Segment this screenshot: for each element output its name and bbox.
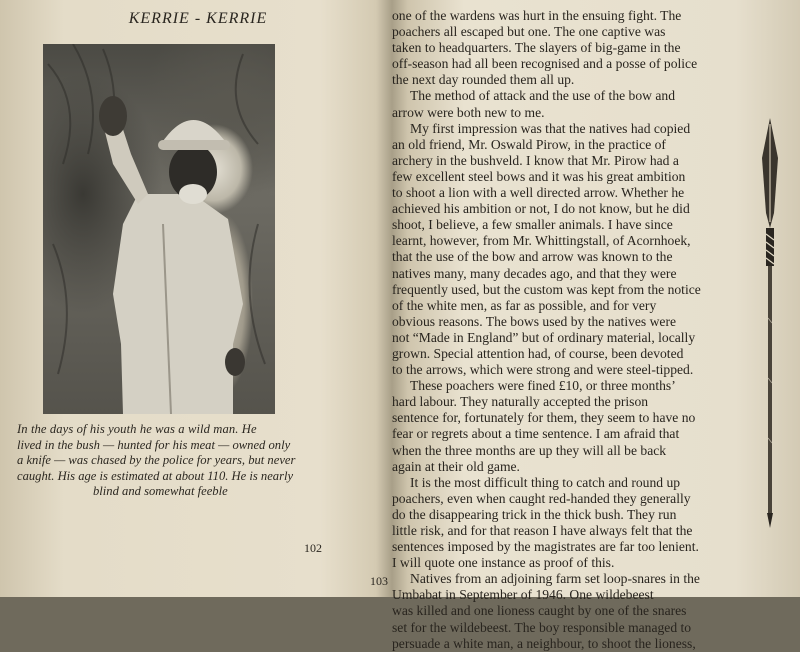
body-line: fear or regrets about a time sentence. I am afraid that [392,426,680,442]
body-line: few excellent steel bows and it was his great ambition [392,168,686,184]
body-line: poachers all escaped but one. The one captive was [392,24,666,40]
body-line: grown. Special attention had, of course, been devoted [392,345,684,361]
body-line: It is the most difficult thing to catch and round up [410,474,681,490]
page-number: 103 [370,574,388,588]
body-line: the next day rounded them all up. [392,72,575,88]
body-line: hard labour. They naturally accepted the prison [392,394,649,410]
body-line: achieved his ambition or not, I do not know, but he did [392,201,690,217]
body-line: shoot, I believe, a few smaller animals. I have since [392,217,673,233]
body-line: do the disappearing trick in the thick bush. They run [392,506,677,522]
body-line: obvious reasons. The bows used by the natives were [392,313,677,329]
body-line: sentence for, fortunately for them, they seem to have no [392,410,696,426]
body-line: taken to headquarters. The slayers of big-game in the [392,40,681,56]
body-line: one of the wardens was hurt in the ensuing fight. The [392,8,682,23]
right-page [370,0,800,651]
body-line: that the use of the bow and arrow was known to the [392,249,673,265]
body-line: was killed and one lioness caught by one of the snares [392,603,687,619]
body-line: arrow were both new to me. [392,104,545,120]
body-line: natives many, many decades ago, and that they were [392,265,677,281]
body-line: not “Made in England” but of ordinary material, locally [392,329,696,345]
page-number: 102 [304,541,322,555]
caption-line: In the days of his youth he was a wild man. He [17,422,257,436]
body-line: The method of attack and the use of the bow and [410,88,675,104]
body-line: These poachers were fined £10, or three months’ [410,378,676,394]
body-line: to shoot a lion with a well directed arrow. Whether he [392,185,685,201]
body-line: of the white men, as far as possible, and for very [392,297,657,313]
portrait-figure [43,44,275,414]
body-line: to the arrows, which were strong and were steel-tipped. [392,362,694,378]
body-line: little risk, and for that reason I have always felt that the [392,523,693,538]
caption-line: caught. His age is estimated at about 110. He is nearly [17,468,294,483]
body-line: I will quote one instance as proof of this. [392,555,615,571]
body-line: archery in the bushveld. I know that Mr. Pirow had a [392,152,679,168]
spear-icon [756,118,784,528]
body-line: learnt, however, from Mr. Whittingstall, of Acornhoek, [392,233,691,249]
running-head: KERRIE - KERRIE [128,10,268,27]
body-line: set for the wildebeest. The boy responsible managed to [392,619,692,635]
body-line: My first impression was that the natives had copied [410,120,691,136]
body-line: poachers, even when caught red-handed they generally [392,490,691,506]
body-line: an old friend, Mr. Oswald Pirow, in the practice of [392,136,666,152]
body-line: off-season had all been recognised and a posse of police [392,56,698,72]
left-page [0,0,385,597]
caption-line: lived in the bush — hunted for his meat — owned only [17,437,291,452]
body-line: again at their old game. [392,458,520,474]
caption-line: blind and somewhat feeble [93,484,228,498]
photo-caption [17,422,317,500]
caption-line: a knife — was chased by the police for years, but never [17,453,296,467]
portrait-photo [43,44,275,414]
body-text [392,8,732,652]
body-line: Umbabat in September of 1946. One wildebeest [392,587,654,603]
body-line: sentences imposed by the magistrates are far too lenient. [392,539,699,555]
body-line: when the three months are up they will all be back [392,442,667,458]
body-line: persuade a white man, a neighbour, to shoot the lioness, [392,635,696,651]
body-line: Natives from an adjoining farm set loop-snares in the [410,571,700,587]
body-line: frequently used, but the custom was kept from the notice [392,281,701,297]
